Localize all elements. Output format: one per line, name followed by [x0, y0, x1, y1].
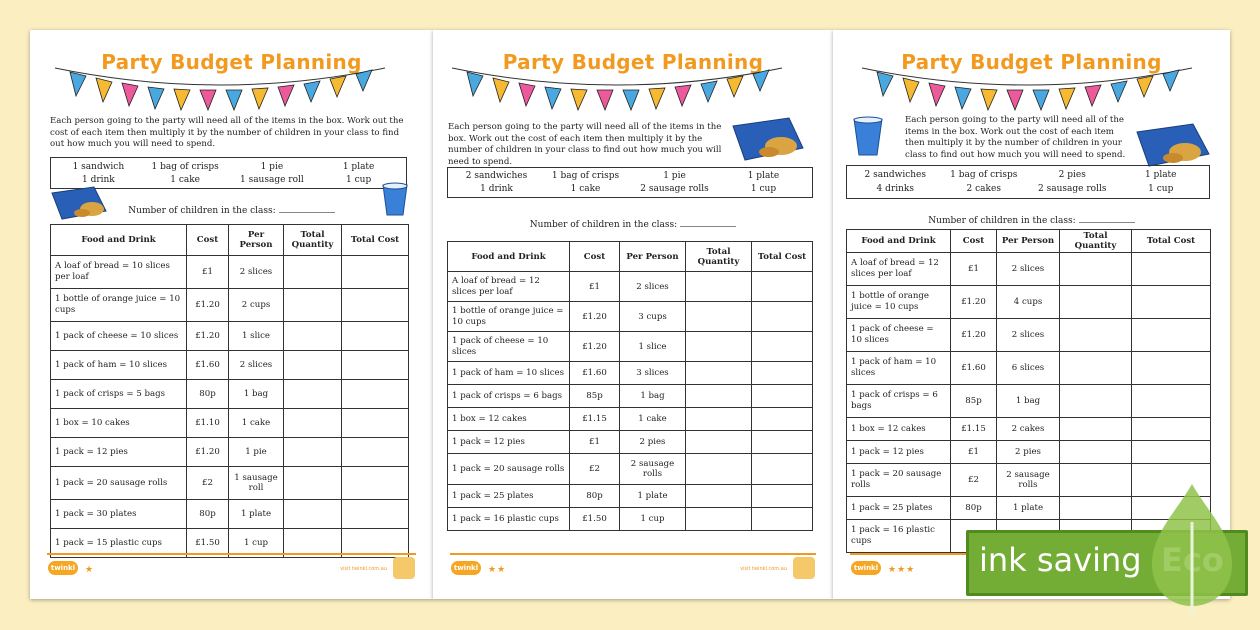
item: 1 pie: [663, 171, 686, 182]
difficulty-stars: ★★: [488, 565, 507, 575]
table-row: [51, 409, 409, 438]
item: 1 bag of crisps: [551, 171, 620, 182]
total-quantity-cell[interactable]: [1060, 497, 1132, 520]
cost-cell: £2: [187, 467, 229, 500]
per-person-cell: 3 slices: [620, 362, 686, 385]
cost-cell: £1.60: [570, 362, 620, 385]
twinkl-logo: twinkl: [48, 561, 78, 575]
total-cost-cell[interactable]: [342, 351, 409, 380]
table-row: [51, 380, 409, 409]
total-quantity-cell[interactable]: [1060, 286, 1132, 319]
bunting-decoration: [447, 60, 787, 115]
total-quantity-cell[interactable]: [686, 385, 752, 408]
total-quantity-cell[interactable]: [1060, 352, 1132, 385]
food-cell: 1 pack of ham = 10 slices: [448, 362, 570, 385]
item: 1 cup: [750, 183, 777, 194]
total-cost-cell[interactable]: [342, 467, 409, 500]
total-quantity-cell[interactable]: [284, 322, 342, 351]
children-count-line: [30, 203, 433, 216]
food-cell: 1 pack = 30 plates: [51, 500, 187, 529]
total-cost-cell[interactable]: [752, 408, 813, 431]
item: 2 pies: [1058, 170, 1086, 180]
food-cell: 1 pack = 20 sausage rolls: [847, 464, 951, 497]
website-link[interactable]: visit twinkl.com.au: [740, 566, 787, 572]
item: 1 bag of crisps: [151, 161, 219, 172]
cost-cell: 80p: [570, 485, 620, 508]
table-row: [847, 441, 1211, 464]
cost-cell: £1.15: [951, 418, 997, 441]
cost-cell: £1.20: [951, 319, 997, 352]
per-person-cell: 1 cake: [620, 408, 686, 431]
per-person-cell: 2 slices: [997, 319, 1060, 352]
cost-cell: £1.60: [951, 352, 997, 385]
worksheet-sheet-2: [433, 30, 833, 599]
difficulty-stars: ★: [85, 565, 95, 575]
item: 2 sandwiches: [465, 171, 528, 182]
total-quantity-cell[interactable]: [686, 362, 752, 385]
per-person-cell: 2 pies: [620, 431, 686, 454]
total-quantity-cell[interactable]: [284, 500, 342, 529]
cost-cell: £1.10: [187, 409, 229, 438]
total-cost-cell[interactable]: [342, 409, 409, 438]
header-cost: Cost: [951, 230, 997, 253]
total-cost-cell[interactable]: [1132, 441, 1211, 464]
food-cell: 1 pack = 20 sausage rolls: [51, 467, 187, 500]
cost-cell: 80p: [951, 497, 997, 520]
total-cost-cell[interactable]: [752, 332, 813, 362]
per-person-cell: 1 slice: [620, 332, 686, 362]
food-cell: A loaf of bread = 12 slices per loaf: [847, 253, 951, 286]
header-per-person: Per Person: [620, 242, 686, 272]
per-person-cell: 6 slices: [997, 352, 1060, 385]
per-person-cell: 1 sausage roll: [229, 467, 284, 500]
item: 1 bag of crisps: [950, 170, 1018, 180]
table-row: [847, 385, 1211, 418]
per-person-cell: 2 sausage rolls: [997, 464, 1060, 497]
item: 1 sandwich: [72, 161, 125, 172]
table-row: [51, 289, 409, 322]
food-cell: 1 pack = 16 plastic cups: [847, 520, 951, 553]
total-cost-cell[interactable]: [342, 438, 409, 467]
food-cell: 1 pack = 15 plastic cups: [51, 529, 187, 558]
total-quantity-cell[interactable]: [686, 272, 752, 302]
table-row: [51, 256, 409, 289]
per-person-cell: 1 plate: [997, 497, 1060, 520]
food-cell: A loaf of bread = 10 slices per loaf: [51, 256, 187, 289]
total-quantity-cell[interactable]: [1060, 464, 1132, 497]
cost-cell: £1.20: [187, 289, 229, 322]
item: 2 sandwiches: [864, 170, 926, 180]
total-quantity-cell[interactable]: [284, 351, 342, 380]
total-cost-cell[interactable]: [752, 431, 813, 454]
eco-banner-text: ink saving: [979, 541, 1142, 579]
header-total-quantity: Total Quantity: [686, 242, 752, 272]
item: 1 drink: [480, 183, 513, 194]
children-label: Number of children in the class:: [529, 220, 678, 230]
header-total-cost: Total Cost: [1132, 230, 1211, 253]
food-cell: 1 pack = 25 plates: [847, 497, 951, 520]
table-row: [847, 418, 1211, 441]
table-row: [448, 332, 813, 362]
table-row: [847, 319, 1211, 352]
per-person-cell: 1 bag: [620, 385, 686, 408]
food-cell: 1 bottle of orange juice = 10 cups: [51, 289, 187, 322]
item: 1 cake: [170, 174, 201, 185]
leaf-icon: [1148, 482, 1236, 618]
header-total-cost: Total Cost: [752, 242, 813, 272]
total-cost-cell[interactable]: [1132, 253, 1211, 286]
footer-divider: [47, 553, 416, 555]
total-quantity-cell[interactable]: [1060, 319, 1132, 352]
table-row: [847, 352, 1211, 385]
total-cost-cell[interactable]: [1132, 319, 1211, 352]
food-cell: A loaf of bread = 12 slices per loaf: [448, 272, 570, 302]
bunting-decoration: [50, 60, 390, 115]
table-row: [448, 431, 813, 454]
total-quantity-cell[interactable]: [1060, 418, 1132, 441]
header-food: Food and Drink: [847, 230, 951, 253]
cost-cell: 85p: [951, 385, 997, 418]
item: 1 plate: [747, 171, 780, 182]
per-person-cell: 1 slice: [229, 322, 284, 351]
children-label: Number of children in the class:: [128, 206, 276, 216]
children-count-line: [833, 213, 1230, 226]
food-cell: 1 pack of crisps = 6 bags: [448, 385, 570, 408]
cup-icon: [851, 116, 885, 158]
food-cell: 1 box = 12 cakes: [448, 408, 570, 431]
food-cell: 1 pack of ham = 10 slices: [51, 351, 187, 380]
per-person-cell: 1 pie: [229, 438, 284, 467]
total-cost-cell[interactable]: [342, 289, 409, 322]
instructions-text: Each person going to the party will need all of the items in the box. Work out the cost of each item then multiply it by the number of children in your class to find out how much you will need to spend.: [905, 115, 1126, 160]
per-person-cell: 2 cakes: [997, 418, 1060, 441]
food-cell: 1 pack = 12 pies: [51, 438, 187, 467]
per-person-cell: 3 cups: [620, 302, 686, 332]
food-cell: 1 pack of cheese = 10 slices: [847, 319, 951, 352]
total-quantity-cell[interactable]: [284, 256, 342, 289]
children-blank[interactable]: [279, 203, 335, 213]
cost-cell: £1.15: [570, 408, 620, 431]
per-person-cell: 1 cup: [229, 529, 284, 558]
table-row: [448, 362, 813, 385]
table-row: [448, 508, 813, 531]
table-row: [51, 351, 409, 380]
total-quantity-cell[interactable]: [686, 454, 752, 485]
header-cost: Cost: [187, 225, 229, 256]
header-cost: Cost: [570, 242, 620, 272]
quality-badge-icon: [793, 557, 815, 579]
food-cell: 1 bottle of orange juice = 10 cups: [847, 286, 951, 319]
total-quantity-cell[interactable]: [686, 508, 752, 531]
total-cost-cell[interactable]: [1132, 352, 1211, 385]
total-cost-cell[interactable]: [342, 256, 409, 289]
food-cell: 1 pack = 16 plastic cups: [448, 508, 570, 531]
total-cost-cell[interactable]: [342, 322, 409, 351]
food-cell: 1 pack = 25 plates: [448, 485, 570, 508]
header-total-cost: Total Cost: [342, 225, 409, 256]
crisps-bag-icon: [729, 116, 807, 162]
website-link[interactable]: visit twinkl.com.au: [340, 566, 387, 572]
sheet-title: Party Budget Planning: [502, 50, 764, 74]
per-person-cell: 1 bag: [997, 385, 1060, 418]
total-cost-cell[interactable]: [752, 385, 813, 408]
total-quantity-cell[interactable]: [284, 438, 342, 467]
per-person-cell: 2 slices: [229, 351, 284, 380]
item: 1 plate: [342, 161, 375, 172]
table-row: [448, 302, 813, 332]
header-per-person: Per Person: [997, 230, 1060, 253]
total-cost-cell[interactable]: [1132, 286, 1211, 319]
cost-cell: 85p: [570, 385, 620, 408]
total-cost-cell[interactable]: [342, 380, 409, 409]
total-cost-cell[interactable]: [342, 500, 409, 529]
food-cell: 1 pack = 12 pies: [847, 441, 951, 464]
food-cell: 1 pack of cheese = 10 slices: [448, 332, 570, 362]
total-quantity-cell[interactable]: [284, 467, 342, 500]
food-cell: 1 pack of ham = 10 slices: [847, 352, 951, 385]
total-quantity-cell[interactable]: [284, 409, 342, 438]
table-row: [448, 485, 813, 508]
total-quantity-cell[interactable]: [686, 408, 752, 431]
total-quantity-cell[interactable]: [686, 485, 752, 508]
cost-cell: £1.50: [570, 508, 620, 531]
per-person-cell: 2 sausage rolls: [620, 454, 686, 485]
table-row: [51, 500, 409, 529]
cost-cell: 80p: [187, 380, 229, 409]
cost-cell: £1.20: [570, 302, 620, 332]
food-cell: 1 pack of crisps = 6 bags: [847, 385, 951, 418]
food-cell: 1 pack = 12 pies: [448, 431, 570, 454]
sheet-title: Party Budget Planning: [901, 50, 1162, 74]
instructions-text: Each person going to the party will need all of the items in the box. Work out the cost of each item then multiply it by the number of children in your class to find out how much you will need to spend.: [50, 116, 404, 149]
food-cell: 1 pack = 20 sausage rolls: [448, 454, 570, 485]
per-person-cell: 2 pies: [997, 441, 1060, 464]
total-quantity-cell[interactable]: [1060, 441, 1132, 464]
instructions-text: Each person going to the party will need all of the items in the box. Work out the cost of each item then multiply it by the number of children in your class to find out how much you will need to spend.: [448, 122, 722, 167]
total-cost-cell[interactable]: [752, 302, 813, 332]
total-quantity-cell[interactable]: [1060, 385, 1132, 418]
crisps-bag-icon: [1133, 122, 1213, 168]
difficulty-stars: ★★★: [888, 565, 916, 575]
cost-cell: £1.20: [951, 286, 997, 319]
per-person-cell: 1 cake: [229, 409, 284, 438]
total-quantity-cell[interactable]: [686, 332, 752, 362]
table-row: [448, 272, 813, 302]
per-person-cell: 1 plate: [620, 485, 686, 508]
item: 2 sausage rolls: [640, 183, 709, 194]
food-cell: 1 pack of cheese = 10 slices: [51, 322, 187, 351]
table-row: [448, 385, 813, 408]
cost-cell: £1.20: [187, 322, 229, 351]
total-cost-cell[interactable]: [752, 362, 813, 385]
cost-cell: £1: [570, 431, 620, 454]
budget-table: [447, 241, 813, 531]
sheet-title: Party Budget Planning: [101, 50, 362, 74]
total-quantity-cell[interactable]: [284, 380, 342, 409]
cost-cell: £1.50: [187, 529, 229, 558]
table-row: [847, 286, 1211, 319]
worksheet-sheet-1: [30, 30, 433, 599]
total-quantity-cell[interactable]: [686, 431, 752, 454]
cost-cell: £1.60: [187, 351, 229, 380]
cost-cell: £1.20: [570, 332, 620, 362]
children-blank[interactable]: [1079, 213, 1135, 223]
quality-badge-icon: [393, 557, 415, 579]
item: 1 sausage roll: [239, 174, 304, 185]
total-cost-cell[interactable]: [752, 485, 813, 508]
item: 1 cake: [570, 183, 601, 194]
item: 1 cup: [346, 174, 372, 185]
per-person-cell: 1 cup: [620, 508, 686, 531]
total-cost-cell[interactable]: [752, 272, 813, 302]
item: 4 drinks: [876, 184, 914, 194]
cost-cell: £1: [187, 256, 229, 289]
cost-cell: 80p: [187, 500, 229, 529]
budget-table: [50, 224, 409, 558]
table-row: [51, 438, 409, 467]
children-label: Number of children in the class:: [928, 216, 1076, 226]
total-quantity-cell[interactable]: [284, 289, 342, 322]
twinkl-logo: twinkl: [851, 561, 881, 575]
header-per-person: Per Person: [229, 225, 284, 256]
cost-cell: £1: [951, 253, 997, 286]
cost-cell: £1.20: [187, 438, 229, 467]
header-total-quantity: Total Quantity: [1060, 230, 1132, 253]
table-row: [51, 322, 409, 351]
per-person-cell: 4 cups: [997, 286, 1060, 319]
item: 1 cup: [1148, 184, 1174, 194]
item: 2 sausage rolls: [1038, 184, 1107, 194]
item: 1 pie: [260, 161, 284, 172]
per-person-cell: 2 slices: [997, 253, 1060, 286]
per-person-cell: 1 plate: [229, 500, 284, 529]
item: 1 plate: [1144, 170, 1177, 180]
table-row: [847, 253, 1211, 286]
total-cost-cell[interactable]: [752, 508, 813, 531]
cost-cell: £2: [951, 464, 997, 497]
item: 1 drink: [81, 174, 115, 185]
children-count-line: [433, 217, 833, 230]
cost-cell: £1: [951, 441, 997, 464]
total-cost-cell[interactable]: [1132, 418, 1211, 441]
food-cell: 1 box = 10 cakes: [51, 409, 187, 438]
cost-cell: £1: [570, 272, 620, 302]
header-food: Food and Drink: [448, 242, 570, 272]
bunting-decoration: [857, 60, 1197, 115]
food-cell: 1 box = 12 cakes: [847, 418, 951, 441]
table-row: [51, 467, 409, 500]
table-row: [448, 408, 813, 431]
table-row: [448, 454, 813, 485]
item: 2 cakes: [966, 184, 1001, 194]
total-quantity-cell[interactable]: [1060, 253, 1132, 286]
per-person-cell: 1 bag: [229, 380, 284, 409]
twinkl-logo: twinkl: [451, 561, 481, 575]
footer-divider: [450, 553, 816, 555]
header-total-quantity: Total Quantity: [284, 225, 342, 256]
items-box: [447, 167, 813, 198]
total-cost-cell[interactable]: [1132, 385, 1211, 418]
per-person-cell: 2 cups: [229, 289, 284, 322]
cost-cell: £2: [570, 454, 620, 485]
total-quantity-cell[interactable]: [686, 302, 752, 332]
food-cell: 1 bottle of orange juice = 10 cups: [448, 302, 570, 332]
per-person-cell: 2 slices: [620, 272, 686, 302]
children-blank[interactable]: [680, 217, 736, 227]
header-food: Food and Drink: [51, 225, 187, 256]
items-box: [846, 165, 1210, 199]
total-cost-cell[interactable]: [752, 454, 813, 485]
per-person-cell: 2 slices: [229, 256, 284, 289]
food-cell: 1 pack of crisps = 5 bags: [51, 380, 187, 409]
